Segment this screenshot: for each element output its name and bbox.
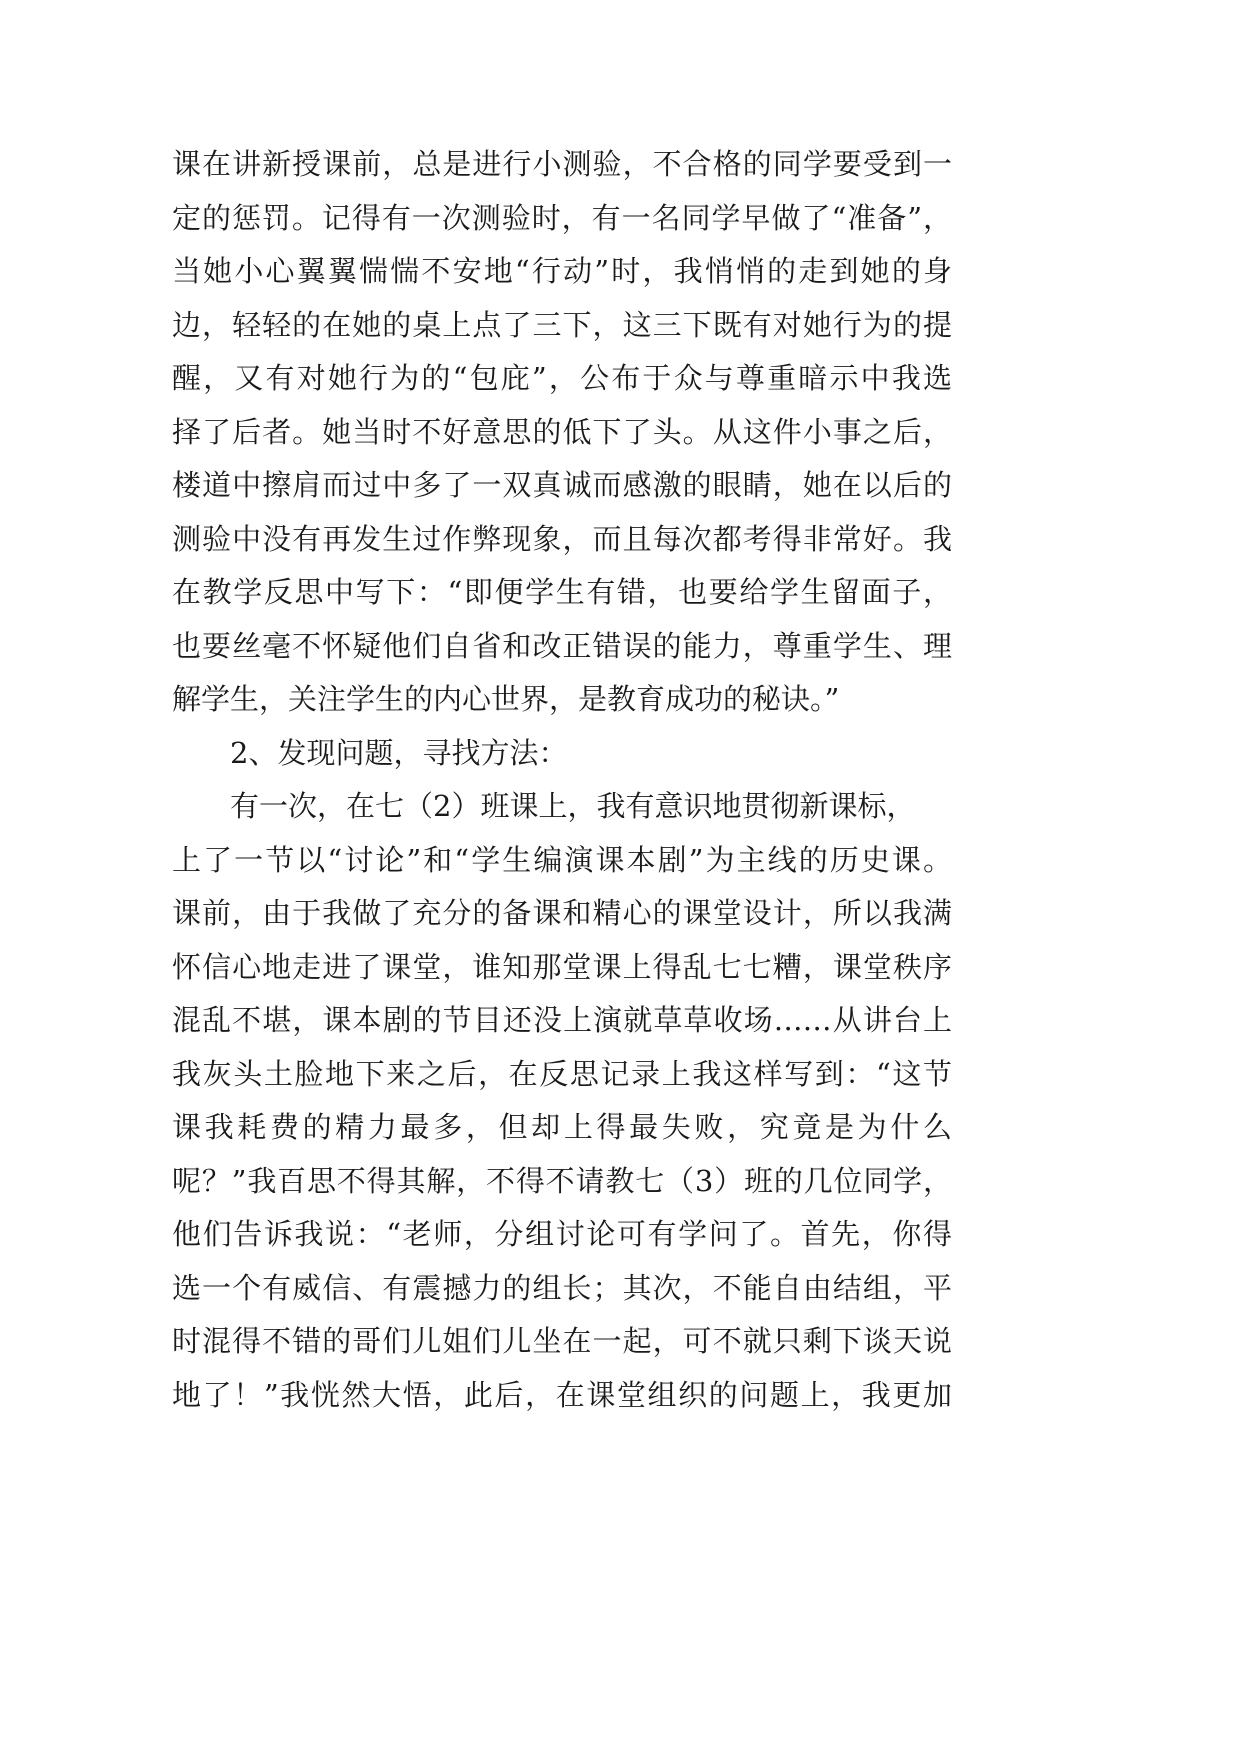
text-line: 课我耗费的精力最多，但却上得最失败，究竟是为什么 bbox=[172, 1110, 952, 1144]
text-line: 地了！”我恍然大悟，此后，在课堂组织的问题上，我更加 bbox=[172, 1377, 952, 1412]
text-line: 有一次，在七（2）班课上，我有意识地贯彻新课标， bbox=[230, 789, 916, 823]
section-heading: 2、发现问题，寻找方法： bbox=[230, 735, 568, 770]
text-line: 边，轻轻的在她的桌上点了三下，这三下既有对她行为的提 bbox=[172, 307, 952, 342]
text-line: 时混得不错的哥们儿姐们儿坐在一起，可不就只剩下谈天说 bbox=[172, 1324, 952, 1358]
text-line: 当她小心翼翼惴惴不安地“行动”时，我悄悄的走到她的身 bbox=[172, 254, 952, 288]
text-line: 解学生，关注学生的内心世界，是教育成功的秘诀。” bbox=[172, 682, 840, 716]
text-line: 在教学反思中写下：“即便学生有错，也要给学生留面子， bbox=[172, 575, 952, 609]
text-line: 也要丝毫不怀疑他们自省和改正错误的能力，尊重学生、理 bbox=[172, 628, 952, 663]
text-line: 选一个有威信、有震撼力的组长；其次，不能自由结组，平 bbox=[172, 1270, 952, 1305]
text-line: 他们告诉我说：“老师，分组讨论可有学问了。首先，你得 bbox=[172, 1217, 952, 1251]
body-text bbox=[172, 138, 952, 1422]
text-line: 课在讲新授课前，总是进行小测验，不合格的同学要受到一 bbox=[172, 147, 952, 181]
text-line: 楼道中擦肩而过中多了一双真诚而感激的眼睛，她在以后的 bbox=[172, 468, 952, 502]
text-line: 醒，又有对她行为的“包庇”，公布于众与尊重暗示中我选 bbox=[172, 361, 952, 395]
text-line: 择了后者。她当时不好意思的低下了头。从这件小事之后， bbox=[172, 414, 952, 449]
text-line: 课前，由于我做了充分的备课和精心的课堂设计，所以我满 bbox=[172, 896, 952, 930]
text-line: 上了一节以“讨论”和“学生编演课本剧”为主线的历史课。 bbox=[172, 842, 952, 877]
text-line: 我灰头土脸地下来之后，在反思记录上我这样写到：“这节 bbox=[172, 1056, 952, 1091]
text-line: 怀信心地走进了课堂，谁知那堂课上得乱七七糟，课堂秩序 bbox=[172, 949, 952, 984]
text-line: 定的惩罚。记得有一次测验时，有一名同学早做了“准备”， bbox=[172, 200, 952, 235]
text-line: 混乱不堪，课本剧的节目还没上演就草草收场……从讲台上 bbox=[172, 1003, 952, 1037]
text-line: 呢？”我百思不得其解，不得不请教七（3）班的几位同学， bbox=[172, 1163, 952, 1198]
text-line: 测验中没有再发生过作弊现象，而且每次都考得非常好。我 bbox=[172, 521, 952, 556]
